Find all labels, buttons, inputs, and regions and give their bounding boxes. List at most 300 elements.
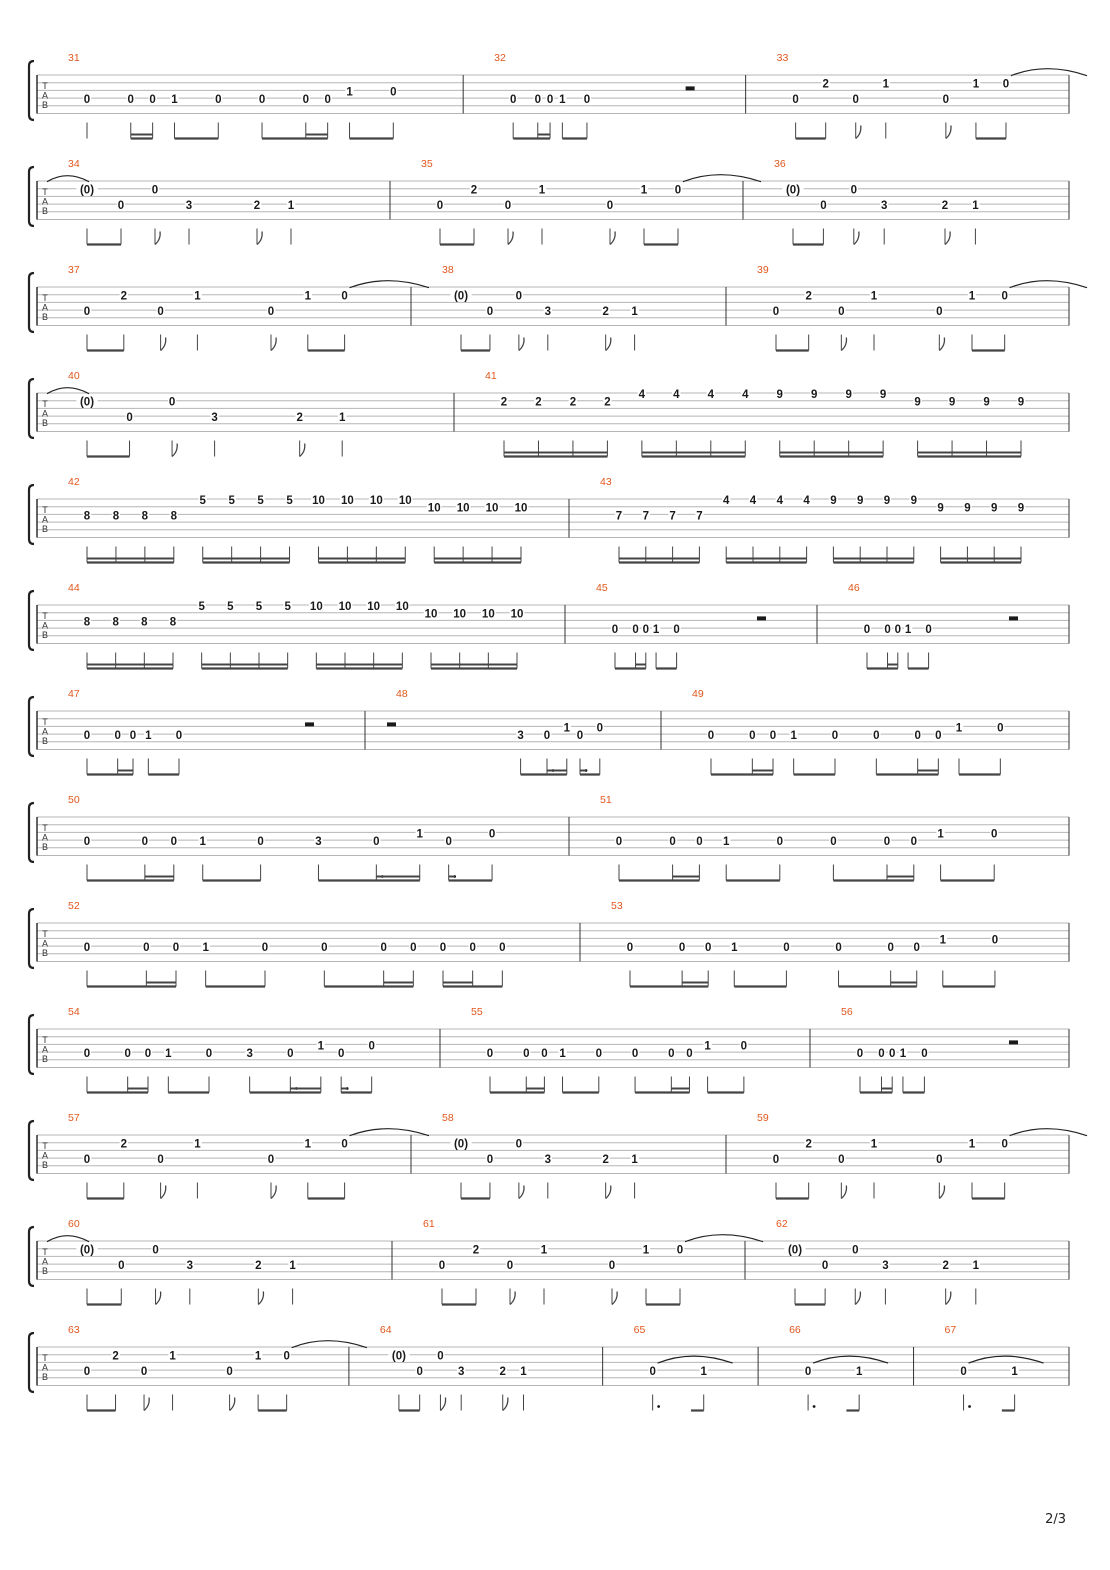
fret-number: 5 xyxy=(255,601,263,613)
fret-number: 1 xyxy=(870,1138,878,1151)
fret-number: 2 xyxy=(120,290,128,303)
fret-number: 0 xyxy=(380,942,387,955)
fret-number: 0 xyxy=(925,624,932,637)
fret-number: 3 xyxy=(186,1260,194,1273)
fret-number: 1 xyxy=(304,1138,312,1151)
fret-number: 0 xyxy=(883,836,891,849)
fret-number: 2 xyxy=(805,290,812,303)
measure-number: 36 xyxy=(774,158,786,170)
fret-number: 9 xyxy=(948,396,956,409)
measure-number: 67 xyxy=(944,1324,957,1336)
fret-number: 0 xyxy=(175,730,183,743)
fret-number: 1 xyxy=(346,86,353,99)
fret-number: (0) xyxy=(391,1350,406,1363)
fret-number: 0 xyxy=(632,624,639,637)
fret-number: 10 xyxy=(395,601,409,613)
fret-number: 4 xyxy=(803,495,810,507)
measure xyxy=(68,1324,367,1411)
fret-number: 3 xyxy=(882,1260,889,1273)
eighth-flag xyxy=(606,1186,611,1199)
fret-number: 4 xyxy=(638,389,646,401)
fret-number: 1 xyxy=(171,94,178,107)
eighth-flag xyxy=(856,126,861,139)
eighth-flag xyxy=(855,1292,860,1305)
system-bracket xyxy=(29,167,34,226)
fret-number: 0 xyxy=(596,722,604,735)
measure xyxy=(611,900,1069,987)
fret-number: 1 xyxy=(169,1350,176,1363)
system-bracket xyxy=(29,485,34,544)
measure-number: 50 xyxy=(68,794,80,806)
fret-number: 5 xyxy=(257,495,264,507)
fret-number: 1 xyxy=(165,1048,172,1061)
measure-number: 39 xyxy=(757,264,769,276)
fret-number: 2 xyxy=(569,396,577,409)
fret-number: 0 xyxy=(258,94,266,107)
measure-number: 62 xyxy=(776,1218,788,1230)
half-rest xyxy=(1009,1040,1018,1044)
fret-number: 1 xyxy=(870,290,878,303)
fret-number: 0 xyxy=(935,730,942,743)
measure xyxy=(380,1324,603,1411)
eighth-flag xyxy=(939,338,944,351)
fret-number: 0 xyxy=(267,1154,275,1167)
measure xyxy=(47,370,454,457)
fret-number: (0) xyxy=(787,1244,803,1257)
half-rest xyxy=(686,86,695,90)
measure-number: 37 xyxy=(68,264,80,276)
half-rest xyxy=(387,722,396,726)
measure-number: 51 xyxy=(600,794,612,806)
eighth-flag xyxy=(612,1292,617,1305)
fret-number: 0 xyxy=(936,1154,943,1167)
measure-number: 65 xyxy=(633,1324,646,1336)
tab-clef-letter: A xyxy=(41,620,49,631)
measure xyxy=(634,1324,758,1411)
half-rest xyxy=(1009,616,1018,620)
fret-number: 0 xyxy=(83,1048,91,1061)
fret-number: 0 xyxy=(410,942,417,955)
fret-number: 1 xyxy=(254,1350,262,1363)
eighth-flag xyxy=(156,1292,161,1305)
measure-number: 34 xyxy=(68,158,80,170)
fret-number: 1 xyxy=(899,1048,907,1061)
fret-number: 2 xyxy=(296,412,303,425)
fret-number: 0 xyxy=(990,828,998,841)
measure xyxy=(68,582,565,669)
fret-number: 0 xyxy=(437,1350,444,1363)
eighth-flag xyxy=(300,444,305,457)
fret-number: 1 xyxy=(317,1040,325,1053)
tab-system xyxy=(29,1112,1087,1199)
fret-number: 0 xyxy=(678,942,686,955)
fret-number: 9 xyxy=(937,502,944,515)
fret-number: 3 xyxy=(880,200,888,213)
fret-number: 0 xyxy=(852,94,859,107)
measure-number: 63 xyxy=(68,1324,80,1336)
fret-number: 10 xyxy=(341,495,354,507)
fret-number: 0 xyxy=(1001,290,1008,303)
tab-system xyxy=(29,1218,1069,1305)
fret-number: 2 xyxy=(535,396,542,409)
fret-number: 8 xyxy=(170,510,178,523)
fret-number: 9 xyxy=(1017,502,1025,515)
fret-number: 2 xyxy=(805,1138,812,1151)
eighth-flag xyxy=(271,338,276,351)
fret-number: 1 xyxy=(194,290,201,303)
fret-number: 1 xyxy=(287,200,295,213)
fret-number: 2 xyxy=(602,1154,609,1167)
fret-number: 1 xyxy=(882,78,889,91)
fret-number: 0 xyxy=(913,942,920,955)
fret-number: 10 xyxy=(309,601,323,613)
measure xyxy=(423,1218,763,1305)
fret-number: 3 xyxy=(315,836,322,849)
fret-number: 9 xyxy=(1017,396,1025,409)
fret-number: 9 xyxy=(990,502,998,515)
fret-number: 0 xyxy=(390,86,397,99)
fret-number: 0 xyxy=(486,1154,494,1167)
fret-number: 1 xyxy=(904,624,912,637)
rhythm-dot xyxy=(813,1405,816,1408)
fret-number: 1 xyxy=(194,1138,201,1151)
fret-number: 2 xyxy=(120,1138,128,1151)
tab-clef-letter: T xyxy=(42,611,48,621)
fret-number: 0 xyxy=(707,730,715,743)
fret-number: 1 xyxy=(731,942,738,955)
fret-number: 0 xyxy=(835,942,842,955)
fret-number: 10 xyxy=(338,601,352,613)
eighth-flag xyxy=(440,1398,445,1411)
eighth-flag xyxy=(144,1398,149,1411)
fret-number: 0 xyxy=(642,624,650,637)
tab-clef-letter: A xyxy=(41,938,49,949)
tab-clef-letter: T xyxy=(42,505,48,515)
eighth-flag xyxy=(610,232,615,245)
eighth-flag xyxy=(841,338,846,351)
tab-clef-letter: T xyxy=(42,399,48,409)
fret-number: 0 xyxy=(83,730,91,743)
fret-number: 0 xyxy=(445,836,452,849)
measure-number: 41 xyxy=(485,370,497,382)
measure-number: 55 xyxy=(471,1006,483,1018)
fret-number: 0 xyxy=(1001,1138,1008,1151)
measure xyxy=(68,1112,429,1199)
fret-number: 9 xyxy=(845,389,852,401)
fret-number: 0 xyxy=(83,1366,91,1379)
fret-number: 0 xyxy=(669,836,676,849)
fret-number: 2 xyxy=(472,1244,480,1257)
fret-number: 9 xyxy=(910,495,918,507)
fret-number: 0 xyxy=(884,624,891,637)
fret-number: 7 xyxy=(642,510,650,523)
measure-number: 40 xyxy=(68,370,80,382)
eighth-flag xyxy=(257,232,262,245)
fret-number: 5 xyxy=(284,601,291,613)
fret-number: 0 xyxy=(676,1244,684,1257)
measure xyxy=(68,900,580,987)
measure xyxy=(776,1218,1069,1305)
fret-number: (0) xyxy=(79,184,95,197)
tab-clef-letter: B xyxy=(41,1372,49,1382)
fret-number: (0) xyxy=(79,1244,95,1257)
fret-number: 0 xyxy=(674,184,682,197)
fret-number: 1 xyxy=(538,184,546,197)
fret-number: 1 xyxy=(559,1048,566,1061)
measure xyxy=(47,1218,392,1305)
measure-number: 66 xyxy=(789,1324,801,1336)
fret-number: 0 xyxy=(118,1260,125,1273)
fret-number: 0 xyxy=(804,1366,812,1379)
fret-number: 0 xyxy=(673,624,680,637)
fret-number: 0 xyxy=(541,1048,548,1061)
fret-number: 0 xyxy=(936,306,943,319)
tab-clef-letter: A xyxy=(41,1044,49,1055)
eighth-flag xyxy=(510,1292,515,1305)
system-bracket xyxy=(29,803,34,862)
fret-number: 8 xyxy=(141,510,149,523)
fret-number: 0 xyxy=(83,94,91,107)
fret-number: 0 xyxy=(1002,78,1010,91)
fret-number: 0 xyxy=(170,836,178,849)
fret-number: 0 xyxy=(337,1048,345,1061)
measure xyxy=(442,1112,726,1199)
measure xyxy=(387,688,661,775)
fret-number: 1 xyxy=(652,624,660,637)
fret-number: 0 xyxy=(792,94,799,107)
fret-number: 0 xyxy=(910,836,918,849)
fret-number: 8 xyxy=(169,616,177,629)
fret-number: 3 xyxy=(457,1366,465,1379)
tab-clef-letter: B xyxy=(41,1160,49,1170)
tab-clef-letter: A xyxy=(41,196,49,207)
measure-number: 47 xyxy=(68,688,80,700)
fret-number: 0 xyxy=(149,94,156,107)
fret-number: 10 xyxy=(367,601,381,613)
measure-number: 48 xyxy=(396,688,408,700)
tab-system xyxy=(29,264,1087,351)
measure-number: 49 xyxy=(692,688,704,700)
fret-number: 5 xyxy=(228,495,235,507)
fret-number: 0 xyxy=(302,94,309,107)
fret-number: 0 xyxy=(576,730,584,743)
fret-number: 0 xyxy=(157,306,164,319)
fret-number: 0 xyxy=(267,306,275,319)
measure xyxy=(68,52,463,139)
fret-number: 3 xyxy=(544,306,552,319)
fret-number: 10 xyxy=(369,495,383,507)
measure xyxy=(789,1324,913,1411)
fret-number: 0 xyxy=(141,836,149,849)
fret-number: 3 xyxy=(211,412,218,425)
fret-number: 0 xyxy=(287,1048,294,1061)
tab-clef-letter: A xyxy=(41,726,49,737)
fret-number: (0) xyxy=(79,396,95,409)
fret-number: 1 xyxy=(704,1040,711,1053)
eighth-flag xyxy=(841,1186,846,1199)
tab-clef-letter: B xyxy=(41,100,49,110)
tab-system xyxy=(29,1006,1069,1093)
measure-number: 57 xyxy=(68,1112,80,1124)
fret-number: 4 xyxy=(776,495,784,507)
fret-number: 8 xyxy=(83,510,91,523)
fret-number: 0 xyxy=(114,730,121,743)
tab-system xyxy=(29,900,1069,987)
fret-number: 0 xyxy=(486,306,494,319)
system-bracket xyxy=(29,1015,34,1074)
fret-number: 0 xyxy=(887,942,894,955)
measure-number: 53 xyxy=(611,900,623,912)
fret-number: 7 xyxy=(696,510,703,523)
fret-number: 0 xyxy=(991,934,999,947)
measure xyxy=(485,370,1069,457)
fret-number: 0 xyxy=(850,184,858,197)
half-rest xyxy=(757,616,766,620)
tab-clef-letter: A xyxy=(41,302,49,313)
fret-number: 2 xyxy=(822,78,829,91)
measure xyxy=(600,794,1069,881)
system-bracket xyxy=(29,697,34,756)
fret-number: 2 xyxy=(255,1260,262,1273)
fret-number: 5 xyxy=(199,495,206,507)
measure-number: 32 xyxy=(494,52,506,64)
fret-number: 0 xyxy=(649,1366,656,1379)
fret-number: 0 xyxy=(740,1040,748,1053)
measure-number: 54 xyxy=(68,1006,80,1018)
fret-number: 0 xyxy=(127,94,134,107)
rhythm-dot xyxy=(657,1405,660,1408)
fret-number: 1 xyxy=(955,722,963,735)
tab-clef-letter: A xyxy=(41,90,49,101)
fret-number: 0 xyxy=(172,942,180,955)
tab-clef-letter: T xyxy=(42,187,48,197)
tab-clef-letter: T xyxy=(42,1353,48,1363)
fret-number: 2 xyxy=(602,306,609,319)
measure xyxy=(494,52,745,139)
system-bracket xyxy=(29,379,34,438)
fret-number: 9 xyxy=(883,495,891,507)
fret-number: 2 xyxy=(112,1350,119,1363)
fret-number: 0 xyxy=(921,1048,928,1061)
measure xyxy=(47,158,390,245)
fret-number: 9 xyxy=(914,396,921,409)
fret-number: 0 xyxy=(126,412,133,425)
fret-number: 0 xyxy=(341,290,348,303)
fret-number: 0 xyxy=(504,200,512,213)
fret-number: 7 xyxy=(669,510,676,523)
fret-number: 10 xyxy=(456,502,470,515)
eighth-flag xyxy=(946,126,951,139)
fret-number: 0 xyxy=(436,200,444,213)
fret-number: 0 xyxy=(997,722,1004,735)
measure xyxy=(421,158,761,245)
fret-number: 1 xyxy=(145,730,152,743)
fret-number: 0 xyxy=(615,836,623,849)
fret-number: 1 xyxy=(559,94,566,107)
fret-number: 0 xyxy=(960,1366,967,1379)
tab-clef-letter: B xyxy=(41,524,49,534)
fret-number: 1 xyxy=(968,290,976,303)
fret-number: 1 xyxy=(631,306,638,319)
measure xyxy=(757,1112,1087,1199)
fret-number: (0) xyxy=(453,290,469,303)
fret-number: 1 xyxy=(199,836,206,849)
tab-clef-letter: T xyxy=(42,929,48,939)
eighth-flag xyxy=(854,232,859,245)
fret-number: 1 xyxy=(968,1138,976,1151)
fret-number: 0 xyxy=(686,1048,693,1061)
tab-clef-letter: B xyxy=(41,736,49,746)
measure xyxy=(68,1006,440,1093)
fret-number: 1 xyxy=(338,412,346,425)
fret-number: 0 xyxy=(439,942,447,955)
tab-clef-letter: A xyxy=(41,1150,49,1161)
system-bracket xyxy=(29,591,34,650)
fret-number: 0 xyxy=(626,942,634,955)
fret-number: 0 xyxy=(341,1138,348,1151)
measure-number: 61 xyxy=(423,1218,435,1230)
fret-number: 0 xyxy=(631,1048,639,1061)
tab-clef-letter: T xyxy=(42,81,48,91)
fret-number: 10 xyxy=(514,502,528,515)
fret-number: 1 xyxy=(937,828,944,841)
tab-clef-letter: B xyxy=(41,418,49,428)
fret-number: 1 xyxy=(289,1260,296,1273)
fret-number: 10 xyxy=(424,608,438,621)
fret-number: 0 xyxy=(124,1048,131,1061)
eighth-flag xyxy=(258,1292,263,1305)
fret-number: 9 xyxy=(776,389,783,401)
fret-number: 0 xyxy=(215,94,222,107)
fret-number: 9 xyxy=(830,495,837,507)
fret-number: 2 xyxy=(499,1366,506,1379)
fret-number: 1 xyxy=(563,722,571,735)
fret-number: 8 xyxy=(112,510,120,523)
half-rest xyxy=(305,722,314,726)
fret-number: 1 xyxy=(304,290,312,303)
fret-number: 0 xyxy=(257,836,264,849)
tab-clef-letter: T xyxy=(42,1035,48,1045)
fret-number: 0 xyxy=(469,942,476,955)
fret-number: 10 xyxy=(481,608,495,621)
fret-number: 0 xyxy=(878,1048,885,1061)
eighth-flag xyxy=(155,232,160,245)
fret-number: 0 xyxy=(888,1048,896,1061)
fret-number: 0 xyxy=(769,730,777,743)
fret-number: 0 xyxy=(772,306,780,319)
fret-number: 0 xyxy=(488,828,496,841)
fret-number: 0 xyxy=(373,836,380,849)
fret-number: 0 xyxy=(509,94,517,107)
measure-number: 44 xyxy=(68,582,80,594)
eighth-flag xyxy=(172,444,177,457)
fret-number: 0 xyxy=(515,1138,523,1151)
measure-number: 58 xyxy=(442,1112,454,1124)
tab-clef-letter: B xyxy=(41,1266,49,1276)
fret-number: 2 xyxy=(500,396,508,409)
fret-number: 0 xyxy=(595,1048,603,1061)
fret-number: 1 xyxy=(416,828,423,841)
fret-number: 9 xyxy=(983,396,990,409)
system-bracket xyxy=(29,909,34,968)
fret-number: 0 xyxy=(523,1048,530,1061)
fret-number: 1 xyxy=(540,1244,548,1257)
eighth-flag xyxy=(606,338,611,351)
fret-number: 0 xyxy=(838,1154,845,1167)
measure-number: 35 xyxy=(421,158,433,170)
fret-number: 0 xyxy=(144,1048,152,1061)
eighth-flag xyxy=(271,1186,276,1199)
